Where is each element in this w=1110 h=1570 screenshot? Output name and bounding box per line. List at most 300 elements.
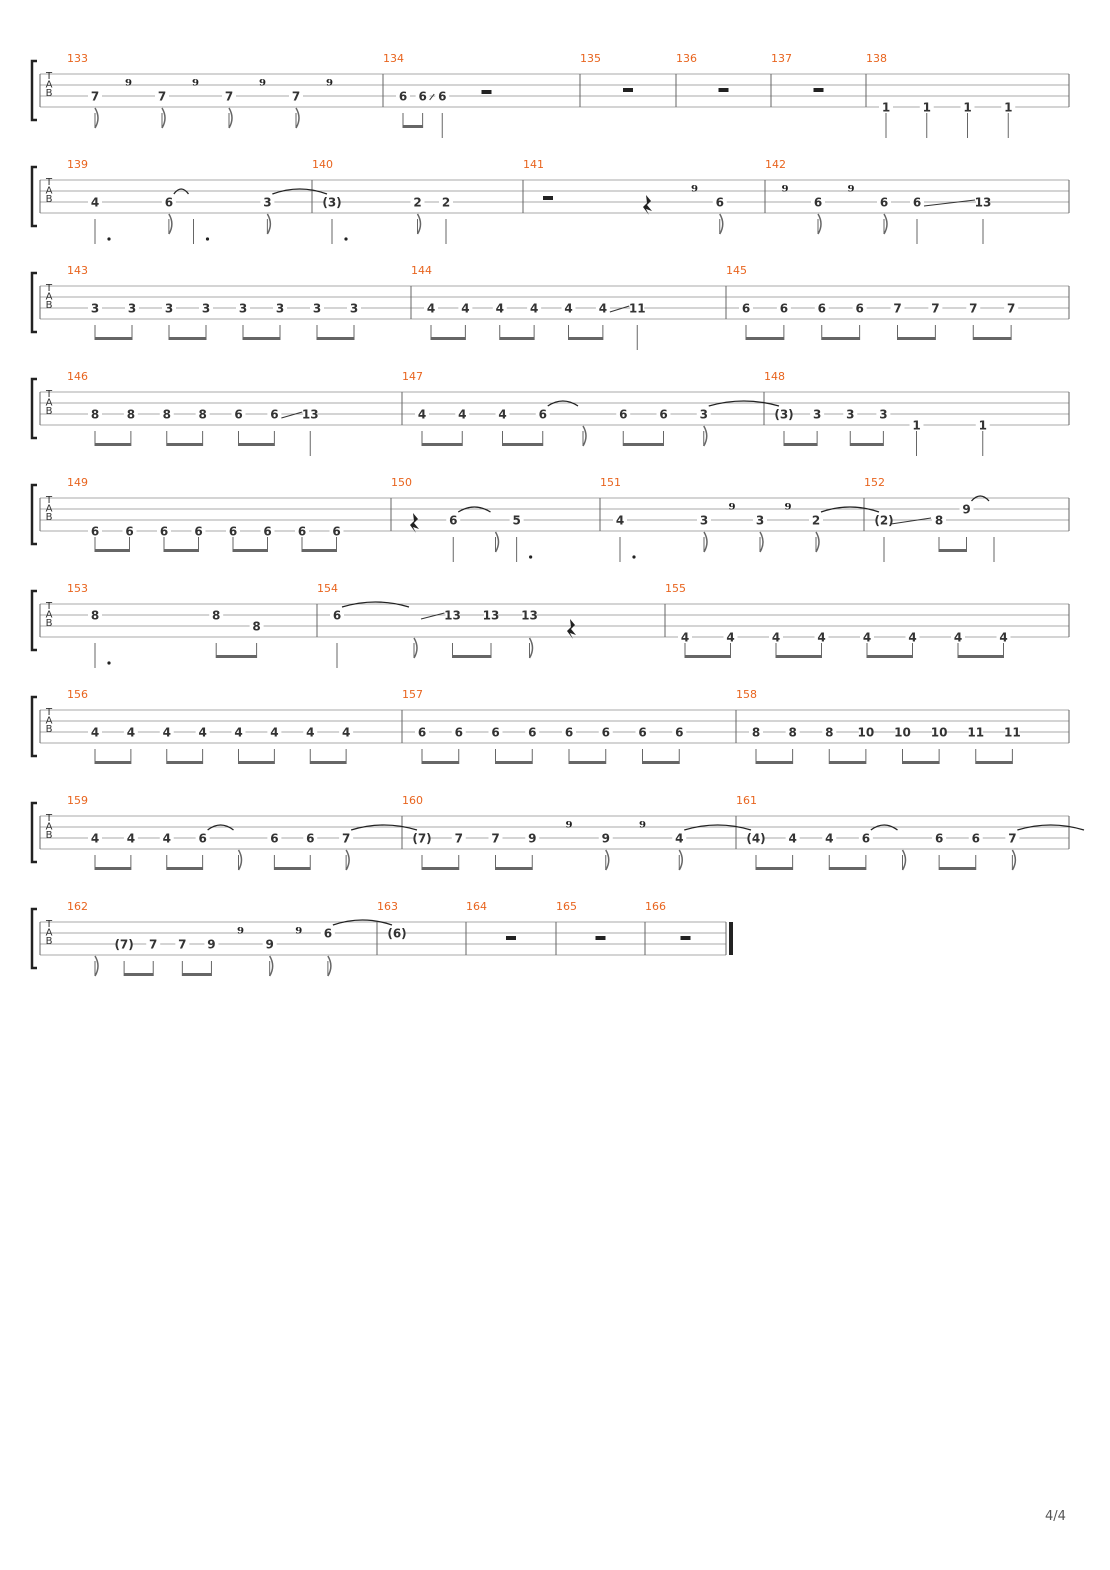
fret-number: 8 [934,513,944,528]
fret-number: 6 [879,195,889,210]
beam [569,761,606,764]
fret-number: 11 [628,301,646,316]
fret-number: 6 [90,524,100,539]
fret-number: 7 [931,301,940,316]
beam [503,443,543,446]
measure-number: 134 [383,52,404,65]
dot [529,555,532,558]
fret-number: 7 [454,831,463,846]
beam [169,337,206,340]
fret-number: 3 [263,195,272,210]
fret-number: 4 [270,725,279,740]
tab-clef-letter: B [45,512,53,523]
fret-number: 4 [771,630,781,645]
rest [506,936,516,940]
fret-number: 1 [912,418,921,433]
measure [391,476,532,562]
fret-number: 3 [127,301,137,316]
beam [784,443,817,446]
fret-number: 4 [598,301,608,316]
fret-number: 8 [252,619,261,634]
tab-clef-letter: B [45,724,53,735]
fret-number: 4 [680,630,690,645]
fret-number: 3 [812,407,822,422]
beam [643,761,680,764]
fret-number: 7 [149,937,158,952]
fret-number: 6 [971,831,980,846]
beam [898,337,936,340]
measure [402,794,751,870]
fret-number: 1 [1004,100,1013,115]
measure [312,158,453,244]
tab-clef-letter: A [45,927,53,939]
tab-clef-letter: T [45,813,53,824]
measure-number: 135 [580,52,601,65]
fret-number: 4 [825,831,834,846]
measure [67,264,361,340]
staff-system [32,900,731,976]
measure-number: 162 [67,900,88,913]
system-bracket [32,803,37,862]
fret-number: 4 [162,725,171,740]
measure-number: 150 [391,476,412,489]
fret-number: 6 [417,725,427,740]
beam [776,655,822,658]
fret-number: 13 [301,407,319,422]
measure [67,794,417,870]
system-bracket [32,909,37,968]
fret-number: 4 [529,301,539,316]
beam [302,549,337,552]
measure-number: 166 [645,900,666,913]
fret-number: 2 [441,195,451,210]
beam [500,337,534,340]
beam [216,655,256,658]
beam [164,549,199,552]
fret-number: 6 [638,725,647,740]
fret-number: 13 [482,608,500,623]
beam [182,973,211,976]
fret-number: 4 [126,725,136,740]
fret-number: 6 [449,513,458,528]
fret-number: 9 [962,502,971,517]
measure [67,52,333,128]
fret-number: 6 [861,831,871,846]
beam [958,655,1004,658]
measure [736,794,1084,870]
fret-number: 4 [862,630,872,645]
dot [632,555,635,558]
system-bracket [32,61,37,120]
beam [756,867,793,870]
measure-number: 161 [736,794,757,807]
fret-number: 3 [312,301,322,316]
fret-number: (2) [874,513,894,528]
slide-line [891,518,931,524]
fret-number: 6 [934,831,944,846]
fret-number: 6 [675,725,684,740]
fret-number: 6 [438,89,447,104]
tab-clef-letter: B [45,88,53,99]
beam [939,549,967,552]
beam [903,761,940,764]
fret-number: 10 [857,725,875,740]
fret-number: 4 [162,831,171,846]
fret-number: 6 [297,524,307,539]
eighth-rest: ⁹ [258,76,267,95]
slide-line [610,306,629,312]
measure-number: 163 [377,900,398,913]
rest [623,88,633,92]
measure [726,264,1018,340]
fret-number: (3) [322,195,342,210]
fret-number: 6 [234,407,243,422]
rest [814,88,824,92]
rest [719,88,729,92]
beam [623,443,663,446]
measure-number: 148 [764,370,785,383]
eighth-rest: ⁹ [784,500,792,519]
fret-number: 6 [194,524,203,539]
tab-clef-letter: B [45,300,53,311]
beam [95,549,130,552]
beam [756,761,793,764]
tab-clef-letter: T [45,283,53,294]
beam [239,443,275,446]
beam [403,125,423,128]
tab-clef-letter: A [45,715,53,727]
beam [167,761,203,764]
fret-number: 4 [675,831,684,846]
fret-number: 8 [198,407,207,422]
measure [864,476,994,562]
fret-number: 1 [881,100,891,115]
beam [431,337,465,340]
tab-clef-letter: A [45,503,53,515]
measure [67,158,327,244]
fret-number: 4 [615,513,625,528]
staff-system [32,688,1069,764]
eighth-rest: ⁹ [847,182,855,201]
eighth-rest: ⁹ [191,76,200,95]
beam [685,655,731,658]
fret-number: 4 [234,725,243,740]
rest [482,90,492,94]
fret-number: 6 [601,725,610,740]
dot [107,237,110,240]
measure-number: 157 [402,688,423,701]
fret-number: 8 [788,725,797,740]
beam [829,761,866,764]
fret-number: 3 [755,513,765,528]
fret-number: 7 [291,89,301,104]
fret-number: 6 [418,89,427,104]
fret-number: 13 [521,608,538,623]
tab-clef-letter: A [45,821,53,833]
fret-number: 6 [270,407,279,422]
fret-number: 6 [228,524,238,539]
staff-system [32,794,1084,870]
beam [569,337,603,340]
fret-number: 9 [528,831,537,846]
fret-number: 3 [879,407,888,422]
fret-number: 6 [813,195,823,210]
beam [976,761,1013,764]
measure-number: 142 [765,158,786,171]
measure-number: 143 [67,264,88,277]
fret-number: 7 [341,831,351,846]
measure-number: 158 [736,688,757,701]
measure [600,476,879,562]
measure [67,476,344,552]
beam [422,867,459,870]
fret-number: 3 [201,301,211,316]
measure-number: 165 [556,900,577,913]
tab-clef-letter: A [45,185,53,197]
eighth-rest: ⁹ [690,182,699,201]
fret-number: 6 [125,524,134,539]
tab-clef-letter: T [45,71,53,82]
fret-number: 6 [332,524,341,539]
beam [496,761,533,764]
fret-number: 4 [726,630,735,645]
beam [973,337,1011,340]
fret-number: 4 [426,301,436,316]
measure [665,582,1011,658]
fret-number: 4 [461,301,470,316]
measure-number: 164 [466,900,487,913]
tab-clef-letter: B [45,830,53,841]
fret-number: 4 [817,630,826,645]
fret-number: 7 [1006,301,1016,316]
measure-number: 155 [665,582,686,595]
fret-number: 7 [969,301,978,316]
measure-number: 139 [67,158,88,171]
fret-number: 6 [159,524,169,539]
beam [317,337,354,340]
fret-number: 4 [306,725,315,740]
fret-number: 3 [699,407,708,422]
tab-clef-letter: B [45,406,53,417]
fret-number: 8 [90,608,100,623]
beam [310,761,346,764]
fret-number: 6 [538,407,547,422]
system-bracket [32,591,37,650]
measure-number: 140 [312,158,333,171]
fret-number: 9 [265,937,274,952]
fret-number: 13 [444,608,461,623]
fret-number: 6 [323,926,333,941]
tab-clef-letter: B [45,618,53,629]
fret-number: 7 [893,301,902,316]
slide-line [421,613,445,619]
fret-number: 8 [825,725,834,740]
measure [402,688,686,764]
fret-number: 6 [659,407,668,422]
beam [746,337,784,340]
fret-number: 6 [715,195,724,210]
tab-clef-letter: A [45,397,53,409]
tab-clef-letter: T [45,389,53,400]
fret-number: (7) [412,831,432,846]
slide-line [430,94,435,100]
system-bracket [32,697,37,756]
measure-number: 147 [402,370,423,383]
beam [496,867,533,870]
fret-number: 6 [198,831,207,846]
measure-number: 152 [864,476,885,489]
rest [543,196,553,200]
fret-number: 7 [90,89,100,104]
fret-number: 4 [90,831,100,846]
fret-number: 6 [855,301,864,316]
measure-number: 154 [317,582,338,595]
fret-number: 6 [912,195,922,210]
fret-number: (3) [774,407,794,422]
fret-number: 1 [922,100,931,115]
beam [822,337,860,340]
staff-system [32,370,1069,456]
fret-number: 4 [999,630,1008,645]
fret-number: 4 [788,831,797,846]
measure-number: 153 [67,582,88,595]
fret-number: 4 [198,725,207,740]
measure-number: 133 [67,52,88,65]
measure [466,900,516,940]
staff-system [32,52,1069,138]
fret-number: 8 [162,407,171,422]
tab-clef-letter: B [45,936,53,947]
fret-number: 3 [349,301,359,316]
fret-number: 4 [458,407,467,422]
fret-number: (4) [746,831,766,846]
measure-number: 151 [600,476,621,489]
slide-line [924,200,975,206]
fret-number: 7 [1008,831,1017,846]
fret-number: 6 [454,725,463,740]
beam [95,761,131,764]
measure [67,688,353,764]
measure [676,52,729,92]
fret-number: 6 [164,195,174,210]
rest [681,936,691,940]
fret-number: 6 [817,301,826,316]
tab-clef-letter: T [45,177,53,188]
measure [402,370,779,446]
measure [736,688,1021,764]
staff-system [32,264,1069,350]
fret-number: 5 [512,513,521,528]
measure-number: 159 [67,794,88,807]
beam [95,867,131,870]
quarter-rest [567,619,576,639]
dot [107,661,110,664]
beam [243,337,280,340]
measure-number: 156 [67,688,88,701]
measure [67,582,264,668]
measure-number: 141 [523,158,544,171]
fret-number: 7 [157,89,167,104]
fret-number: 4 [341,725,351,740]
tab-clef-letter: T [45,601,53,612]
tab-clef-letter: A [45,291,53,303]
dot [206,237,209,240]
fret-number: 11 [1004,725,1021,740]
measure-number: 160 [402,794,423,807]
fret-number: 1 [963,100,972,115]
tab-clef-letter: T [45,919,53,930]
fret-number: 6 [332,608,342,623]
fret-number: 10 [930,725,948,740]
quarter-rest [643,195,652,215]
fret-number: 4 [90,725,100,740]
eighth-rest: ⁹ [295,924,303,943]
measure-number: 136 [676,52,697,65]
fret-number: 8 [90,407,100,422]
fret-number: 4 [498,407,507,422]
system-bracket [32,379,37,438]
fret-number: 6 [270,831,279,846]
measure [580,52,633,92]
measure [556,900,606,940]
beam [850,443,883,446]
beam [95,443,131,446]
tab-clef-letter: B [45,194,53,205]
fret-number: 7 [178,937,187,952]
fret-number: 11 [967,725,985,740]
eighth-rest: ⁹ [638,818,647,837]
measure-number: 146 [67,370,88,383]
eighth-rest: ⁹ [124,76,133,95]
fret-number: 8 [126,407,136,422]
fret-number: 7 [224,89,234,104]
rest [596,936,606,940]
eighth-rest: ⁹ [565,818,573,837]
measure [764,370,990,456]
staff-system [32,158,1069,244]
measure-number: 149 [67,476,88,489]
fret-number: 2 [811,513,821,528]
system-bracket [32,485,37,544]
fret-number: 6 [491,725,500,740]
measure [765,158,991,244]
measure-number: 144 [411,264,432,277]
tab-clef-letter: T [45,495,53,506]
tab-clef-letter: A [45,609,53,621]
beam [867,655,913,658]
fret-number: 6 [306,831,315,846]
fret-number: 9 [207,937,216,952]
eighth-rest: ⁹ [781,182,789,201]
beam [233,549,268,552]
fret-number: 6 [564,725,574,740]
fret-number: 4 [908,630,917,645]
fret-number: 6 [398,89,408,104]
fret-number: 4 [417,407,427,422]
beam [124,973,153,976]
beam [239,761,275,764]
fret-number: 3 [164,301,174,316]
fret-number: (7) [114,937,134,952]
fret-number: 6 [619,407,628,422]
measure [67,370,319,456]
fret-number: 6 [263,524,272,539]
fret-number: 4 [953,630,963,645]
fret-number: 4 [126,831,136,846]
fret-number: 9 [601,831,610,846]
fret-number: 7 [491,831,500,846]
fret-number: 6 [528,725,537,740]
